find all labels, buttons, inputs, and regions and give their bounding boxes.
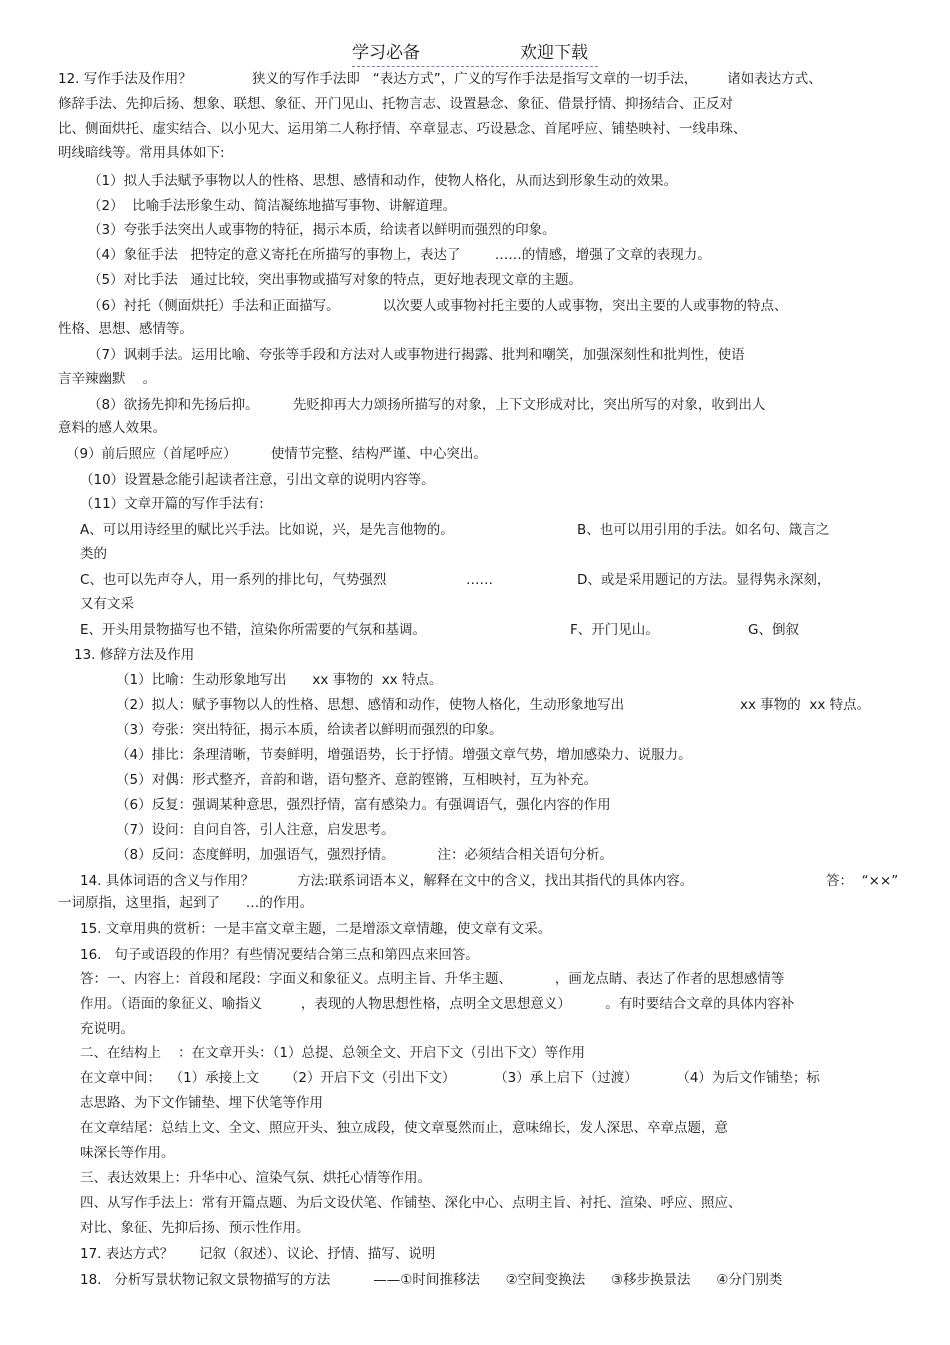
structure-opening: 二、在结构上 ：在文章开头：（1）总提、总领全文、开启下文（引出下文）等作用 <box>80 1045 586 1061</box>
opening-a: A、可以用诗经里的赋比兴手法。比如说，兴，是先言他物的。 <box>80 522 454 538</box>
technique-8-line-1: （8）欲扬先抑和先扬后抑。 先贬抑再大力颂扬所描写的对象，上下文形成对比，突出所写的对象，收到出人 <box>88 397 766 413</box>
opening-c-ellipsis: …… <box>466 572 493 588</box>
rhetoric-1: （1）比喻：生动形象地写出 xx 事物的 xx 特点。 <box>116 672 443 688</box>
structure-ending-line-1: 在文章结尾：总结上文、全文、照应开头、独立成段，使文章戛然而止，意味绵长，发人深思、卒章点题，意 <box>80 1120 728 1136</box>
technique-10: （10）设置悬念能引起读者注意，引出文章的说明内容等。 <box>80 472 435 488</box>
technique-4: （4）象征手法 把特定的意义寄托在所描写的事物上，表达了 ……的情感，增强了文章的表现力。 <box>88 247 711 263</box>
technique-8-line-2: 意料的感人效果。 <box>58 420 166 436</box>
opening-d-line-2: 又有文采 <box>80 596 134 612</box>
technique-3: （3）夸张手法突出人或事物的特征，揭示本质，给读者以鲜明而强烈的印象。 <box>88 222 556 238</box>
opening-g: G、倒叙 <box>748 622 799 638</box>
technique-6-line-2: 性格、思想、感情等。 <box>58 321 193 337</box>
item-12-line-1: 12. 写作手法及作用？ 狭义的写作手法即 “表达方式”，广义的写作手法是指写文章的一切手法， 诸如表达方式、 <box>58 71 822 87</box>
structure-middle-line-1: 在文章中间： （1）承接上文 （2）开启下文（引出下文） （3）承上启下（过渡） （4）为后文作铺垫；标 <box>80 1070 820 1086</box>
technique-2: （2） 比喻手法形象生动、简洁凝练地描写事物、讲解道理。 <box>88 198 457 214</box>
technique-9: （9）前后照应（首尾呼应） 使情节完整、结构严谨、中心突出。 <box>66 446 487 462</box>
rhetoric-2-tail: xx 事物的 xx 特点。 <box>740 697 871 713</box>
header-left-text: 学习必备 <box>352 43 420 63</box>
opening-b-line-2: 类的 <box>80 546 107 562</box>
rhetoric-5: （5）对偶：形式整齐，音韵和谐，语句整齐、意韵铿锵，互相映衬，互为补充。 <box>116 772 598 788</box>
header-divider <box>352 66 598 67</box>
opening-c: C、也可以先声夺人，用一系列的排比句，气势强烈 <box>80 572 387 588</box>
structure-ending-line-2: 味深长等作用。 <box>80 1145 175 1161</box>
item-16-heading: 16. 句子或语段的作用？有些情况要结合第三点和第四点来回答。 <box>80 947 479 963</box>
structure-middle-line-2: 志思路、为下文作铺垫、埋下伏笔等作用 <box>80 1095 323 1111</box>
item-14-answer: 答： “××” <box>826 873 899 889</box>
item-12-line-4: 明线暗线等。常用具体如下: <box>58 145 225 161</box>
item-18: 18. 分析写景状物记叙文景物描写的方法 ——①时间推移法 ②空间变换法 ③移步换景法 ④分门别类 <box>80 1272 783 1288</box>
technique-5: （5）对比手法 通过比较，突出事物或描写对象的特点，更好地表现文章的主题。 <box>88 272 582 288</box>
technique-7-line-1: （7）讽刺手法。运用比喻、夸张等手段和方法对人或事物进行揭露、批判和嘲笑，加强深刻性和批判性，使语 <box>88 347 745 363</box>
rhetoric-4: （4）排比：条理清晰，节奏鲜明，增强语势，长于抒情。增强文章气势，增加感染力、说服力。 <box>116 747 692 763</box>
technique-7-line-2: 言辛辣幽默 。 <box>58 371 157 387</box>
rhetoric-3: （3）夸张：突出特征，揭示本质，给读者以鲜明而强烈的印象。 <box>116 722 503 738</box>
technique-11: （11）文章开篇的写作手法有: <box>80 496 264 512</box>
item-16-content-line-3: 充说明。 <box>80 1021 134 1037</box>
page-header <box>352 42 598 68</box>
technique-1: （1）拟人手法赋予事物以人的性格、思想、感情和动作，使物人格化，从而达到形象生动的效果。 <box>88 173 678 189</box>
opening-d-line-1: D、或是采用题记的方法。显得隽永深刻， <box>577 572 831 588</box>
item-12-line-2: 修辞手法、先抑后扬、想象、联想、象征、开门见山、托物言志、设置悬念、象征、借景抒情、抑扬结合、正反对 <box>58 96 733 112</box>
item-12-line-3: 比、侧面烘托、虚实结合、以小见大、运用第二人称抒情、卒章显志、巧设悬念、首尾呼应、铺垫映衬、一线串珠、 <box>58 121 747 137</box>
item-15: 15. 文章用典的赏析：一是丰富文章主题，二是增添文章情趣，使文章有文采。 <box>80 921 552 937</box>
writing-technique-line-1: 四、从写作手法上：常有开篇点题、为后文设伏笔、作铺垫、深化中心、点明主旨、衬托、渲染、呼应、照应、 <box>80 1195 742 1211</box>
item-13-heading: 13. 修辞方法及作用 <box>74 647 195 663</box>
item-14-line-2: 一词原指，这里指，起到了 …的作用。 <box>58 895 314 911</box>
rhetoric-6: （6）反复：强调某种意思，强烈抒情，富有感染力。有强调语气，强化内容的作用 <box>116 797 611 813</box>
item-16-content-line-2: 作用。（语面的象征义、喻指义 ，表现的人物思想性格，点明全文思想意义） 。有时要结合文章的具体内容补 <box>80 996 795 1012</box>
expression-effect: 三、表达效果上：升华中心、渲染气氛、烘托心情等作用。 <box>80 1170 431 1186</box>
opening-e: E、开头用景物描写也不错，渲染你所需要的气氛和基调。 <box>80 622 427 638</box>
opening-f: F、开门见山。 <box>570 622 659 638</box>
item-17: 17. 表达方式？ 记叙（叙述）、议论、抒情、描写、说明 <box>80 1246 436 1262</box>
header-right-text: 欢迎下载 <box>520 43 588 63</box>
item-16-content-line-1: 答：一、内容上：首段和尾段：字面义和象征义。点明主旨、升华主题、 ，画龙点睛、表达了作者的思想感情等 <box>80 971 785 987</box>
rhetoric-8: （8）反问：态度鲜明，加强语气，强烈抒情。 注：必须结合相关语句分析。 <box>116 847 614 863</box>
writing-technique-line-2: 对比、象征、先抑后扬、预示性作用。 <box>80 1220 310 1236</box>
rhetoric-7: （7）设问：自问自答，引人注意，启发思考。 <box>116 822 395 838</box>
opening-b-line-1: B、也可以用引用的手法。如名句、箴言之 <box>577 522 830 538</box>
technique-6-line-1: （6）衬托（侧面烘托）手法和正面描写。 以次要人或事物衬托主要的人或事物，突出主要的人或事物的特点、 <box>88 298 788 314</box>
rhetoric-2: （2）拟人：赋予事物以人的性格、思想、感情和动作，使物人格化，生动形象地写出 <box>116 697 625 713</box>
item-14-line-1: 14. 具体词语的含义与作用？ 方法:联系词语本义，解释在文中的含义，找出其指代的具体内容。 <box>80 873 694 889</box>
